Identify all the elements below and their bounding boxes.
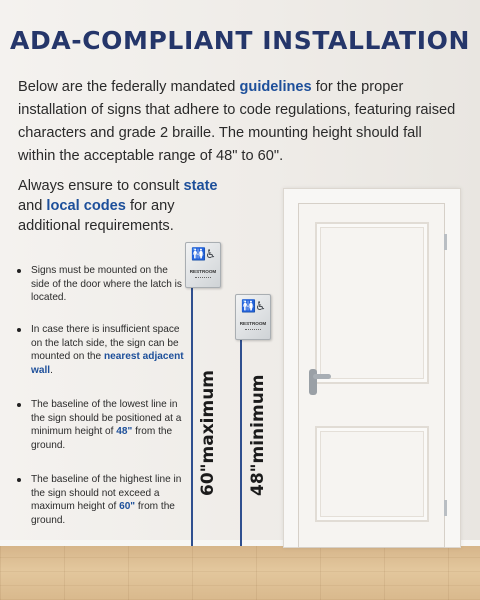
state-highlight: state	[183, 178, 218, 194]
bullet-text-after: from the ground.	[31, 501, 175, 526]
restroom-sign-max	[185, 242, 221, 288]
braille-icon	[195, 277, 211, 280]
door-upper-panel	[315, 222, 429, 384]
wooden-floor	[0, 546, 480, 600]
bullet-text: The baseline of the highest line in the sign should not exceed a maximum height of	[31, 474, 182, 512]
bullet-dot-icon	[17, 403, 21, 407]
bullet-text-after: from the ground.	[31, 426, 173, 451]
min-height-line	[240, 338, 242, 546]
bullet-text: The baseline of the lowest line in the sign should be positioned at a minimum height of	[31, 399, 182, 437]
intro-text-1: Below are the federally mandated	[18, 79, 240, 95]
page-title: ADA-COMPLIANT INSTALLATION	[10, 26, 470, 55]
hinge-icon	[444, 500, 447, 516]
bullet-highlight: 60"	[119, 501, 136, 512]
min-height-label: 48"minimum	[248, 374, 268, 496]
bullet-highlight: nearest adjacent wall	[31, 351, 184, 376]
max-height-line	[191, 286, 193, 546]
sign-label: RESTROOM	[189, 269, 217, 274]
guidelines-link: guidelines	[239, 79, 312, 95]
bullet-dot-icon	[17, 478, 21, 482]
door	[298, 203, 445, 548]
bullet-text: In case there is insufficient space on the latch side, the sign can be mounted on the	[31, 324, 180, 362]
bullet-highlight: 48"	[116, 426, 133, 437]
consult-text-1: Always ensure to consult	[18, 178, 184, 194]
consult-paragraph	[18, 176, 218, 236]
restroom-accessible-icon: 🚻♿	[241, 299, 265, 313]
door-lever-icon	[313, 374, 331, 379]
consult-text-2: and	[18, 198, 47, 214]
braille-icon	[245, 329, 261, 332]
bullet-text-after: .	[50, 364, 53, 376]
bullet-text: Signs must be mounted on the side of the door where the latch is located.	[31, 265, 182, 303]
bullet-dot-icon	[17, 328, 21, 332]
intro-paragraph	[18, 76, 458, 168]
max-height-label: 60"maximum	[198, 369, 218, 496]
local-codes-highlight: local codes	[46, 198, 126, 214]
list-item	[14, 323, 184, 377]
intro-text-2: for the proper installation of signs that adhere to code regulations, featuring raised characters and grade 2 braille. The mounting height should fall within the acceptable range of 48" to 60".	[18, 79, 456, 164]
restroom-accessible-icon: 🚻♿	[191, 247, 215, 261]
hinge-icon	[444, 234, 447, 250]
bullet-dot-icon	[17, 269, 21, 273]
consult-text-3: for any additional requirements.	[18, 198, 175, 234]
list-item	[14, 473, 184, 527]
list-item	[14, 264, 184, 305]
sign-label: RESTROOM	[239, 321, 267, 326]
list-item	[14, 398, 184, 452]
door-lower-panel	[315, 426, 429, 522]
door-handle-icon	[309, 369, 317, 395]
restroom-sign-min	[235, 294, 271, 340]
